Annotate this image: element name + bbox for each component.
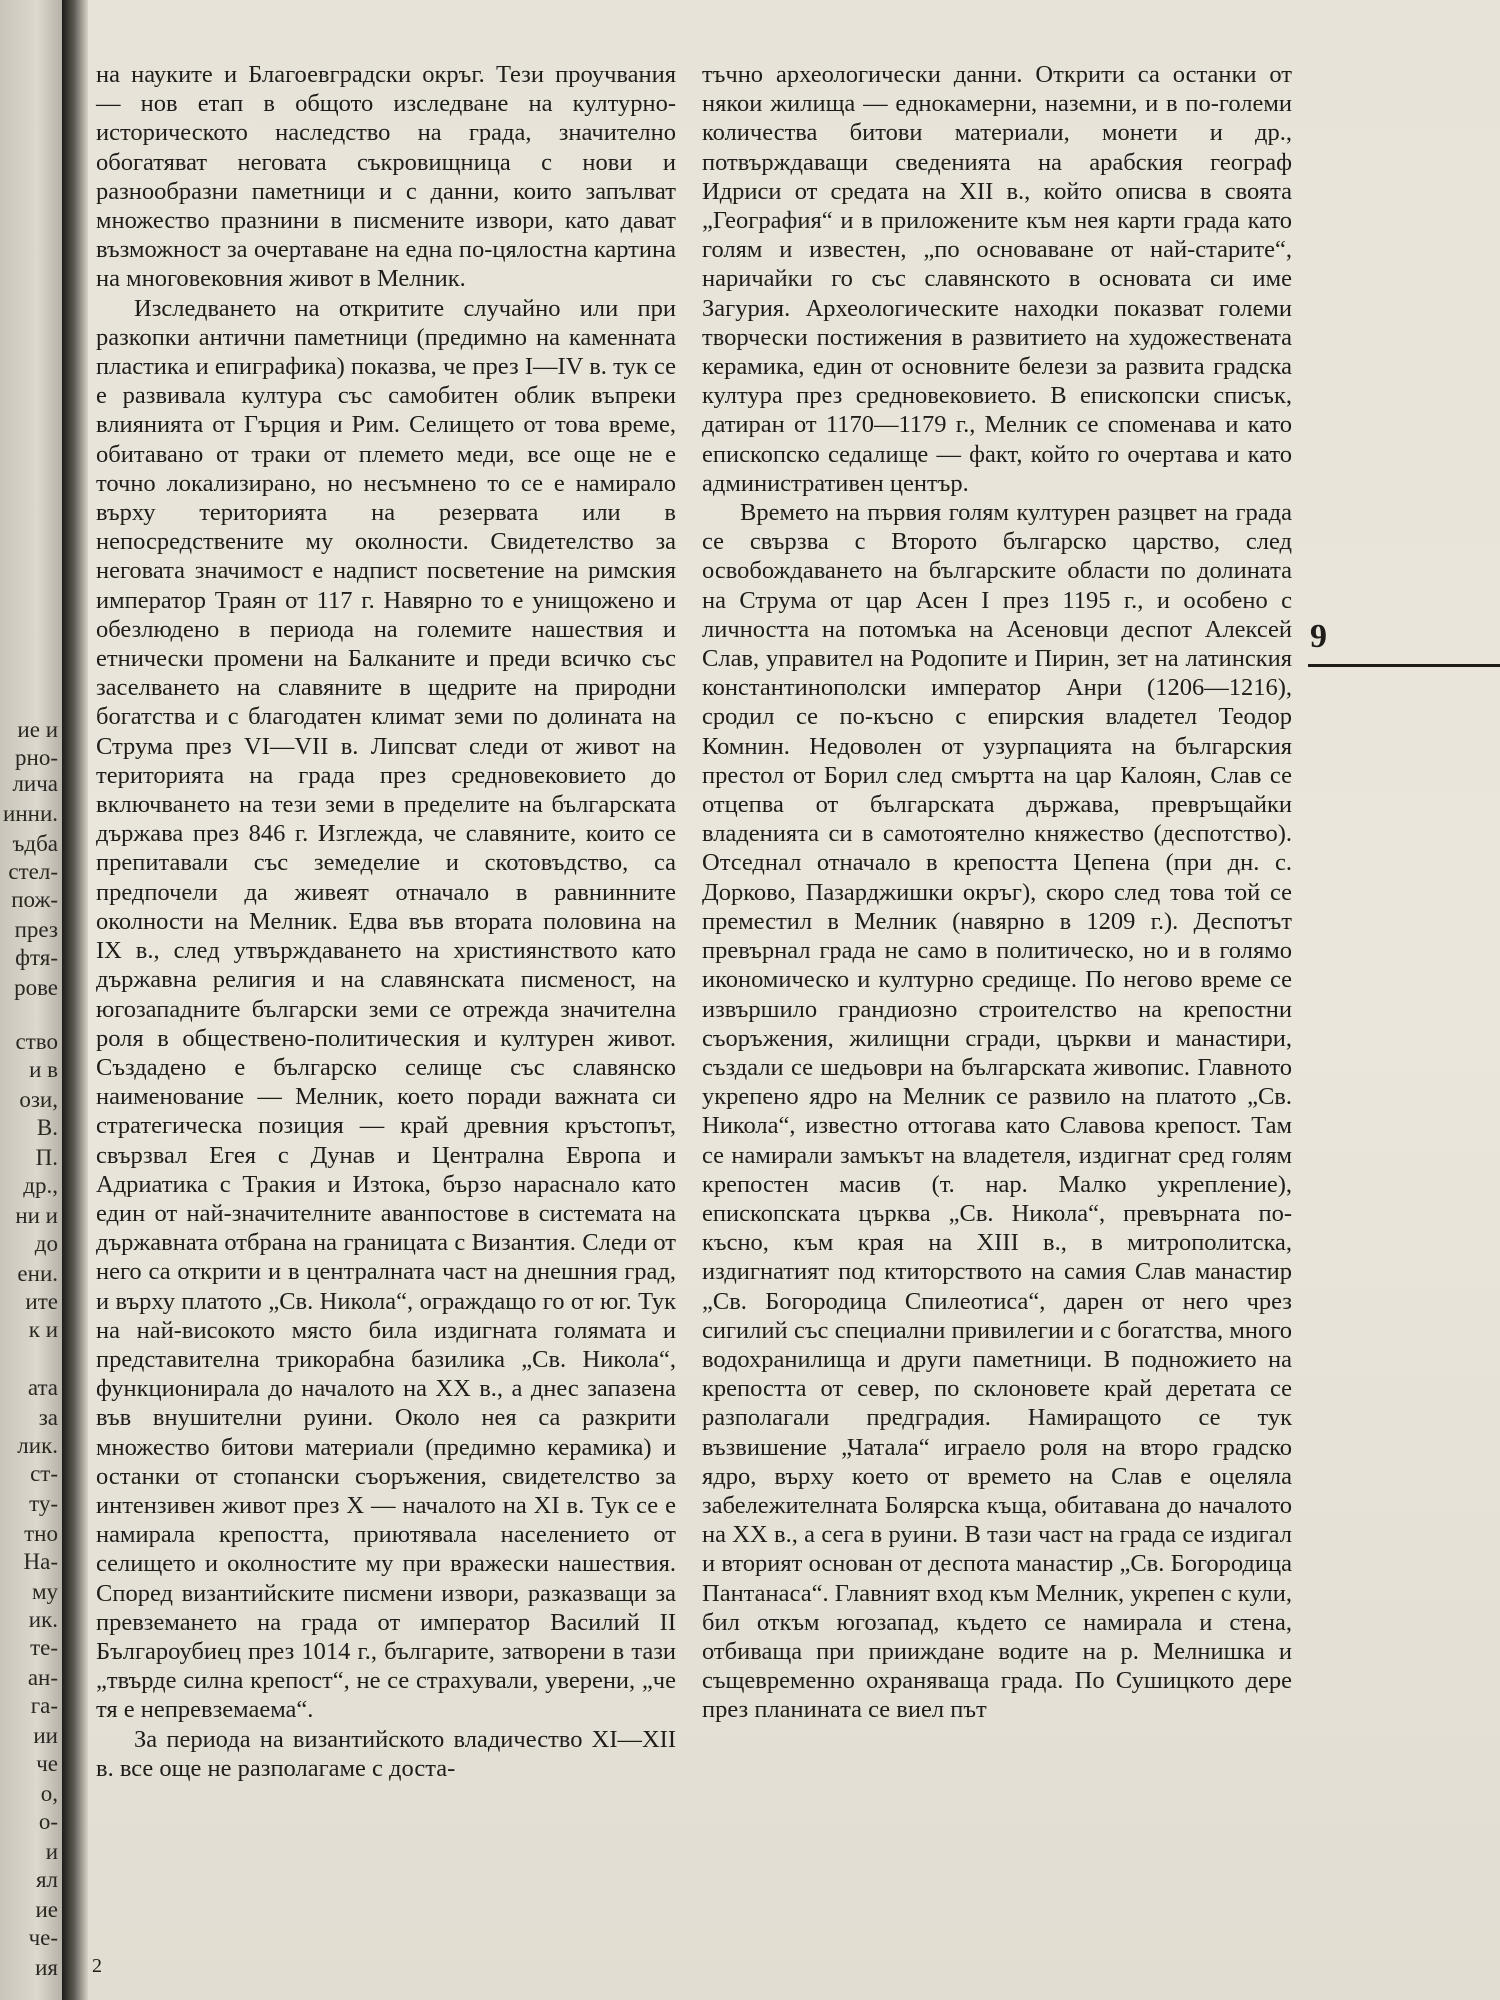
left-page-fragment: и в — [29, 1057, 58, 1082]
left-page-fragment: ни и — [15, 1203, 58, 1228]
left-page-fragment: о- — [38, 1809, 58, 1834]
left-page-fragment: ик. — [28, 1607, 58, 1632]
page-number-footer: 2 — [92, 1955, 102, 1977]
paragraph-5: Времето на първия голям културен разцвет на града се свързва с Второто българско царство, след освобождаването на българските области по долината на Струма от цар Асен I през 1195 г., и особено с личността на потомъка на Асеновци деспот Алексей Слав, управител на Родопите и Пирин, зет на латинския константинополски император Анри (1206—1216), сродил се по-късно с епирския владетел Теодор Комнин. Недоволен от узурпацията на българския престол от Борил след смъртта на цар Калоян, Слав се отцепва от българската държава, превръщайки владенията си в самотоятелно княжество (деспотство). Отседнал отначало в крепостта Цепена (при дн. с. Дорково, Пазарджишки окръг), скоро след това той се преместил в Мелник (навярно в 1209 г.). Деспотът превърнал града не само в политическо, но и в голямо икономическо и културно средище. По негово време се извършило грандиозно строителство на крепостни съоръжения, жилищни сгради, църкви и манастири, създали се шедьоври на българската живопис. Главното укрепено ядро на Мелник се развило на платото „Св. Никола“, известно оттогава като Славова крепост. Там се намирали замъкът на владетеля, издигнат сред голям крепостен масив (т. нар. Малко укрепление), епископската църква „Св. Никола“, превърната по-късно, към края на XIII в., в митрополитска, издигнатият под ктиторството на самия Слав манастир „Св. Богородица Спилеотиса“, дарен от него чрез сигилий със специални привилегии и с богатства, много водохранилища и други паметници. В подножието на крепостта от север, по склоновете край деретата се разполагали предградия. Намиращото се тук възвишение „Чатала“ играело роля на второ градско ядро, върху което от времето на Слав е оцеляла забележителната Болярска къща, обитавана до началото на XX в., а сега в руини. В тази част на града се издигал и вторият основан от деспота манастир „Св. Богородица Пантанаса“. Главният вход към Мелник, укрепен с кули, бил откъм югозапад, където се намирала и стена, отбиваща при прииждане водите на р. Мелнишка и същевременно охраняваща града. По Сушицкото дере през планината се виел път — [702, 499, 1292, 1724]
left-page-fragment: стел- — [8, 859, 58, 884]
left-page-fragment: ство — [15, 1029, 58, 1054]
left-page-fragment: инни. — [3, 801, 58, 826]
left-page-fragment: ст- — [30, 1461, 58, 1486]
left-page-fragment: ие — [35, 1897, 58, 1922]
left-page-fragment: ите — [25, 1289, 58, 1314]
left-page-fragment: В. — [36, 1115, 58, 1140]
left-page-fragment: ози, — [19, 1087, 58, 1112]
left-page-fragment: фтя- — [15, 945, 58, 970]
left-page-fragment: че- — [28, 1925, 58, 1950]
paragraph-1: на науките и Благоевградски окръг. Тези проучвания — нов етап в общото изследване на културно-историческото наследство на града, значително обогатяват неговата съкровищница с нови и разнообразни паметници и с данни, които запълват множество празнини в писмените извори, като дават възможност за очертаване на една по-цялостна картина на многовековния живот в Мелник. — [96, 61, 676, 293]
paragraph-2: Изследването на откритите случайно или при разкопки антични паметници (предимно на каменната пластика и епиграфика) показва, че през I—IV в. тук се е развивала култура със самобитен облик въпреки влиянията от Гърция и Рим. Селището от това време, обитавано от траки от племето меди, все още не е точно локализирано, но несъмнено то се е намирало върху територията на резервата или в непосредствените му околности. Свидетелство за неговата значимост е надпист посветение на римския император Траян от 117 г. Навярно то е унищожено и обезлюдено в периода на големите нашествия и етнически промени на Балканите и преди всичко със заселването на славяните в щедрите на природни богатства и с благодатен климат земи по долината на Струма през VI—VII в. Липсват следи от живот на територията на града през средновековието до включването на тези земи в пределите на българската държава през 846 г. Изглежда, че славяните, които се препитавали със земеделие и скотовъдство, са предпочели да живеят отначало в равнинните околности на Мелник. Едва във втората половина на IX в., след утвърждаването на християнството като държавна религия и на славянската писменост, на югозападните български земи се отрежда значителна роля в обществено-политическия и културен живот. Създадено е българско селище със славянско наименование — Мелник, което поради важната си стратегическа позиция — край древния кръстопът, свързвал Егея с Дунав и Централна Европа и Адриатика с Тракия и Изтока, бързо нараснало като един от най-значителните аванпостове в системата на държавната отбрана на границата с Византия. Следи от него са открити и в централната част на днешния град, и върху платото „Св. Никола“, ограждащо го от юг. Тук на най-високото място била издигната голямата и представителна трикорабна базилика „Св. Никола“, функционирала до началото на XX в., а днес запазена във внушителни руини. Около нея са разкрити множество битови материали (предимно керамика) и останки от стопански съоръжения, свидетелство за интензивен живот през X — началото на XI в. Тук се е намирала крепостта, приютявала населението от селището и околностите му при вражески нашествия. Според византийските писмени извори, разказващи за превземането на града от император Василий II Българоубиец през 1014 г., българите, затворени в тази „твърде силна крепост“, не се страхували, уверени, „че тя е непревземаема“. — [96, 294, 676, 1724]
left-page-fragment: На- — [23, 1549, 58, 1574]
left-page-fragment: П. — [35, 1145, 58, 1170]
left-page-fragment: му — [31, 1579, 58, 1604]
page-number: 9 — [1310, 618, 1327, 655]
left-page-fragment: ъдба — [12, 831, 58, 856]
left-page-fragment: до — [34, 1231, 58, 1256]
left-page-fragment: пож- — [11, 887, 58, 912]
left-page-fragment: ата — [27, 1375, 58, 1400]
paragraph-3: За периода на византийското владичество XI—XII в. все още не разполагаме с доста- — [96, 1725, 676, 1782]
left-page-fragment: ту- — [29, 1491, 58, 1516]
text-column-left — [96, 60, 676, 1783]
left-page-fragment: ан- — [27, 1665, 58, 1690]
left-page-fragment: др., — [23, 1173, 58, 1198]
left-page-fragment: ии — [33, 1723, 58, 1748]
left-page-fragment: рно- — [15, 745, 58, 770]
page-number-rule — [1308, 664, 1500, 667]
text-column-right — [702, 60, 1292, 1725]
left-page-fragment: ял — [35, 1867, 58, 1892]
left-page-fragment: през — [14, 917, 58, 942]
left-page-fragment: ени. — [17, 1261, 58, 1286]
left-page-fragment: тно — [24, 1521, 58, 1546]
left-page-fragment: те- — [30, 1635, 58, 1660]
left-page-fragment: ие и — [17, 717, 58, 742]
left-page-fragment: че — [36, 1751, 58, 1776]
left-page-fragment: га- — [30, 1693, 58, 1718]
left-page-fragment: о, — [40, 1781, 58, 1806]
left-page-edge — [0, 0, 62, 2000]
left-page-fragment: ия — [35, 1955, 58, 1980]
left-page-fragment: лик. — [17, 1433, 58, 1458]
left-page-fragment: к и — [28, 1317, 58, 1342]
left-page-fragment: за — [38, 1405, 58, 1430]
left-page-fragment: лича — [12, 771, 58, 796]
book-gutter — [62, 0, 88, 2000]
left-page-fragment: и — [45, 1839, 58, 1864]
left-page-fragment: рове — [14, 975, 58, 1000]
book-page — [88, 0, 1500, 2000]
paragraph-4: тъчно археологически данни. Открити са останки от някои жилища — еднокамерни, наземни, и в по-големи количества битови материали, монети и др., потвърждаващи сведенията на арабския географ Идриси от средата на XII в., който описва в своята „География“ и в приложените към нея карти града като голям и известен, „по основаване от най-старите“, наричайки го със славянското в основата си име Загурия. Археологическите находки показват големи творчески постижения в развитието на художествената керамика, един от основните белези за развита градска култура през средновековието. В епископски списък, датиран от 1170—1179 г., Мелник се споменава и като епископско седалище — факт, който го очертава и като административен център. — [702, 61, 1292, 497]
